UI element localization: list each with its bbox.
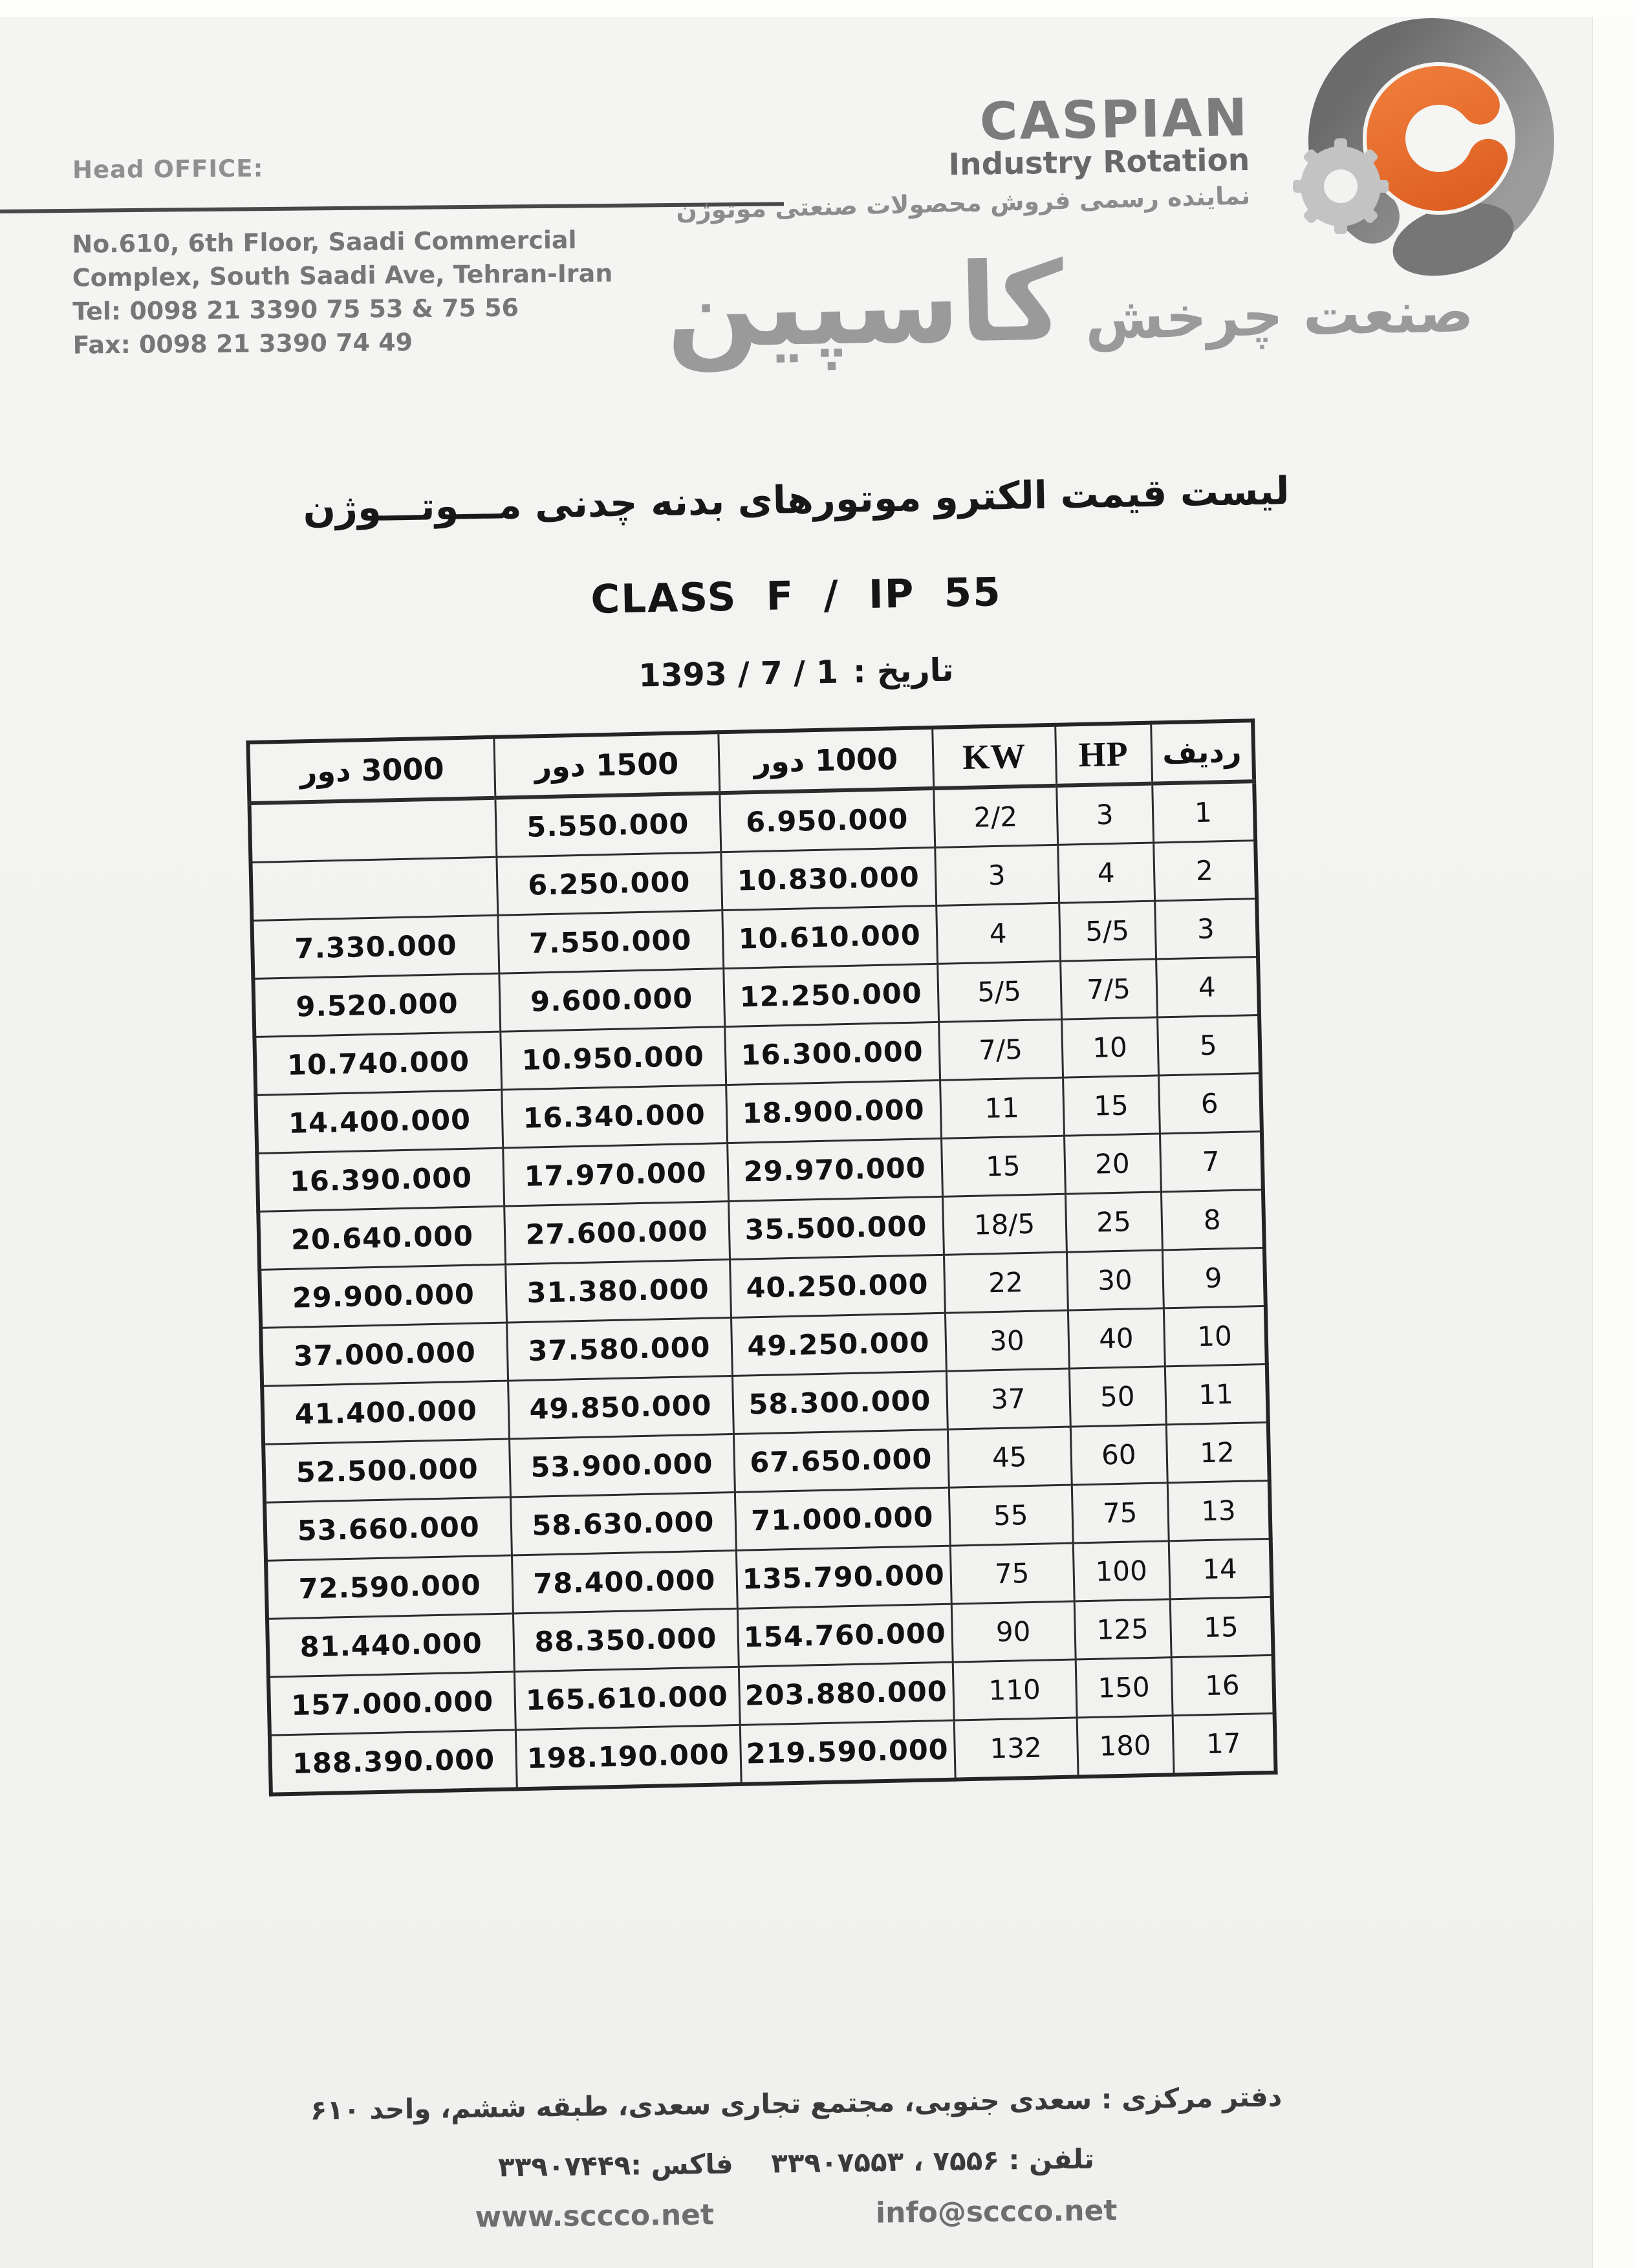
cell-hp: 150 [1076, 1658, 1173, 1718]
cell-hp: 20 [1064, 1134, 1161, 1194]
cell-price-3000rpm: 37.000.000 [261, 1323, 508, 1386]
cell-price-3000rpm: 10.740.000 [254, 1031, 501, 1095]
cell-row-number: 8 [1161, 1190, 1264, 1250]
price-table-wrap [246, 718, 1273, 1797]
cell-kw: 15 [941, 1136, 1065, 1196]
cell-kw: 3 [935, 845, 1059, 905]
cell-price-1000rpm: 10.610.000 [722, 905, 937, 968]
cell-price-1500rpm: 16.340.000 [501, 1085, 727, 1149]
cell-price-1000rpm: 40.250.000 [730, 1255, 945, 1317]
cell-row-number: 1 [1152, 781, 1255, 843]
cell-price-1500rpm: 7.550.000 [497, 911, 723, 974]
cell-price-1500rpm: 9.600.000 [499, 969, 724, 1032]
cell-row-number: 7 [1160, 1132, 1263, 1192]
cell-price-1000rpm: 219.590.000 [740, 1720, 955, 1784]
cell-kw: 5/5 [937, 961, 1061, 1022]
cell-price-3000rpm: 16.390.000 [257, 1148, 504, 1211]
cell-price-3000rpm: 81.440.000 [267, 1614, 514, 1677]
head-office-label: Head OFFICE: [72, 154, 264, 184]
cell-kw: 110 [953, 1659, 1077, 1720]
cell-price-1000rpm: 10.830.000 [720, 847, 936, 910]
cell-price-1000rpm: 58.300.000 [732, 1371, 947, 1434]
cell-row-number: 4 [1156, 957, 1259, 1017]
col-header-kw: KW [932, 725, 1056, 788]
cell-kw: 30 [945, 1310, 1069, 1371]
brand-calligraphy [665, 230, 1474, 373]
cell-price-1500rpm: 10.950.000 [500, 1027, 726, 1090]
cell-price-1500rpm: 31.380.000 [505, 1260, 731, 1323]
cell-hp: 7/5 [1060, 959, 1157, 1019]
cell-hp: 4 [1057, 843, 1154, 903]
cell-price-3000rpm: 188.390.000 [270, 1730, 517, 1795]
cell-kw: 37 [946, 1368, 1070, 1429]
address-line: Tel: 0098 21 3390 75 53 & 75 56 [72, 293, 519, 326]
logo-gear-icon [1293, 138, 1389, 234]
date-value: 1393 / 7 / 1 [638, 653, 839, 695]
col-header-3000rpm: 3000 دور [248, 737, 495, 803]
cell-hp: 50 [1069, 1366, 1166, 1427]
cell-row-number: 15 [1170, 1597, 1273, 1657]
price-table-body [249, 781, 1275, 1795]
cell-row-number: 10 [1164, 1306, 1267, 1366]
cell-hp: 15 [1063, 1075, 1160, 1136]
cell-hp: 25 [1065, 1192, 1162, 1252]
cell-row-number: 14 [1169, 1539, 1272, 1599]
cell-row-number: 12 [1166, 1422, 1270, 1482]
scan-edge-right [1593, 17, 1635, 2268]
cell-kw: 90 [951, 1601, 1076, 1662]
brand-block [674, 87, 1251, 225]
cell-row-number: 3 [1154, 899, 1258, 959]
cell-price-1000rpm: 67.650.000 [733, 1429, 949, 1492]
cell-row-number: 16 [1171, 1655, 1275, 1715]
cell-price-1000rpm: 29.970.000 [727, 1138, 942, 1201]
cell-price-1000rpm: 12.250.000 [723, 964, 938, 1026]
cell-kw: 132 [954, 1718, 1078, 1780]
cell-price-1000rpm: 203.880.000 [739, 1662, 954, 1725]
cell-price-1000rpm: 135.790.000 [736, 1546, 951, 1608]
cell-row-number: 6 [1158, 1074, 1262, 1134]
brand-name: CASPIAN [979, 87, 1250, 152]
cell-price-3000rpm: 41.400.000 [262, 1381, 509, 1444]
cell-kw: 18/5 [942, 1194, 1067, 1255]
cell-price-1000rpm: 6.950.000 [719, 788, 935, 852]
head-office-address [72, 222, 613, 362]
cell-price-3000rpm: 20.640.000 [258, 1206, 505, 1269]
cell-kw: 2/2 [933, 786, 1057, 848]
cell-hp: 5/5 [1059, 901, 1156, 961]
cell-price-3000rpm: 29.900.000 [259, 1264, 506, 1328]
cell-price-1500rpm: 37.580.000 [506, 1318, 732, 1381]
page-title: لیست قیمت الکترو موتورهای بدنه چدنی مـــوتـــوژن [302, 468, 1290, 531]
cell-hp: 75 [1072, 1483, 1169, 1543]
footer-email: info@sccco.net [875, 2194, 1118, 2230]
col-header-radif: ردیف [1151, 720, 1254, 783]
address-line: No.610, 6th Floor, Saadi Commercial [72, 225, 577, 259]
cell-price-1500rpm: 27.600.000 [504, 1202, 730, 1265]
cell-row-number: 9 [1162, 1247, 1266, 1308]
cell-price-3000rpm [249, 798, 496, 863]
calligraphy-words: صنعت چرخش [1085, 278, 1475, 352]
address-line: Complex, South Saadi Ave, Tehran-Iran [72, 259, 613, 292]
col-header-hp: HP [1055, 723, 1152, 786]
cell-row-number: 5 [1157, 1015, 1261, 1075]
calligraphy-caspian: کاسپین [665, 238, 1065, 373]
cell-row-number: 17 [1173, 1713, 1276, 1775]
footer-office-line: دفتر مرکزی : سعدی جنوبی، مجتمع تجاری سعدی، طبقه ششم، واحد ۶۱۰ [310, 2080, 1283, 2126]
cell-price-1000rpm: 18.900.000 [726, 1080, 941, 1143]
cell-price-1000rpm: 154.760.000 [737, 1604, 953, 1667]
cell-hp: 10 [1061, 1017, 1158, 1077]
cell-price-1500rpm: 53.900.000 [509, 1434, 735, 1497]
brand-tagline: نماینده رسمی فروش محصولات صنعتی موتوژن [675, 181, 1251, 225]
cell-kw: 4 [936, 903, 1060, 964]
cell-kw: 55 [949, 1485, 1073, 1546]
cell-hp: 180 [1077, 1716, 1174, 1777]
cell-price-1500rpm: 6.250.000 [496, 852, 722, 916]
col-header-1500rpm: 1500 دور [493, 732, 719, 798]
cell-kw: 11 [940, 1077, 1064, 1138]
cell-price-3000rpm: 9.520.000 [253, 973, 500, 1037]
cell-kw: 22 [944, 1252, 1068, 1313]
cell-price-3000rpm: 53.660.000 [265, 1497, 512, 1561]
cell-price-3000rpm [250, 857, 497, 920]
cell-kw: 75 [950, 1543, 1074, 1604]
cell-price-1000rpm: 35.500.000 [728, 1196, 944, 1259]
cell-kw: 45 [947, 1427, 1072, 1487]
cell-price-3000rpm: 157.000.000 [268, 1672, 515, 1735]
cell-hp: 100 [1073, 1541, 1170, 1601]
cell-row-number: 11 [1165, 1364, 1268, 1424]
cell-price-3000rpm: 7.330.000 [252, 915, 499, 978]
address-line: Fax: 0098 21 3390 74 49 [72, 328, 413, 360]
cell-price-1000rpm: 16.300.000 [724, 1022, 940, 1085]
footer-phone-line: تلفن : ۷۵۵۶ ، ۳۳۹۰۷۵۵۳ فاکس :۳۳۹۰۷۴۴۹ [497, 2143, 1095, 2183]
class-subtitle: CLASS F / IP 55 [590, 569, 1002, 623]
date-label: تاریخ : [852, 651, 954, 691]
col-header-1000rpm: 1000 دور [718, 728, 933, 793]
cell-hp: 125 [1074, 1599, 1171, 1659]
cell-price-1500rpm: 17.970.000 [503, 1143, 728, 1207]
cell-price-1500rpm: 49.850.000 [508, 1376, 733, 1439]
cell-price-1500rpm: 58.630.000 [510, 1492, 736, 1555]
cell-price-1500rpm: 198.190.000 [515, 1725, 741, 1789]
cell-hp: 60 [1070, 1425, 1167, 1485]
cell-hp: 30 [1067, 1250, 1164, 1310]
cell-price-3000rpm: 14.400.000 [255, 1090, 503, 1153]
price-table [246, 718, 1277, 1797]
cell-hp: 3 [1056, 784, 1153, 845]
cell-price-3000rpm: 72.590.000 [266, 1555, 513, 1619]
cell-row-number: 2 [1153, 841, 1257, 901]
cell-price-1500rpm: 78.400.000 [512, 1550, 737, 1614]
cell-price-1500rpm: 165.610.000 [514, 1667, 740, 1730]
brand-subtitle: Industry Rotation [948, 142, 1250, 183]
cell-price-1500rpm: 88.350.000 [513, 1608, 739, 1672]
cell-price-1500rpm: 5.550.000 [495, 793, 720, 857]
cell-price-1000rpm: 71.000.000 [735, 1487, 950, 1550]
footer-website: www.sccco.net [475, 2198, 715, 2234]
cell-price-1000rpm: 49.250.000 [731, 1313, 946, 1376]
cell-price-3000rpm: 52.500.000 [263, 1439, 510, 1502]
cell-hp: 40 [1068, 1308, 1165, 1368]
cell-row-number: 13 [1167, 1480, 1271, 1540]
cell-kw: 7/5 [938, 1019, 1063, 1080]
